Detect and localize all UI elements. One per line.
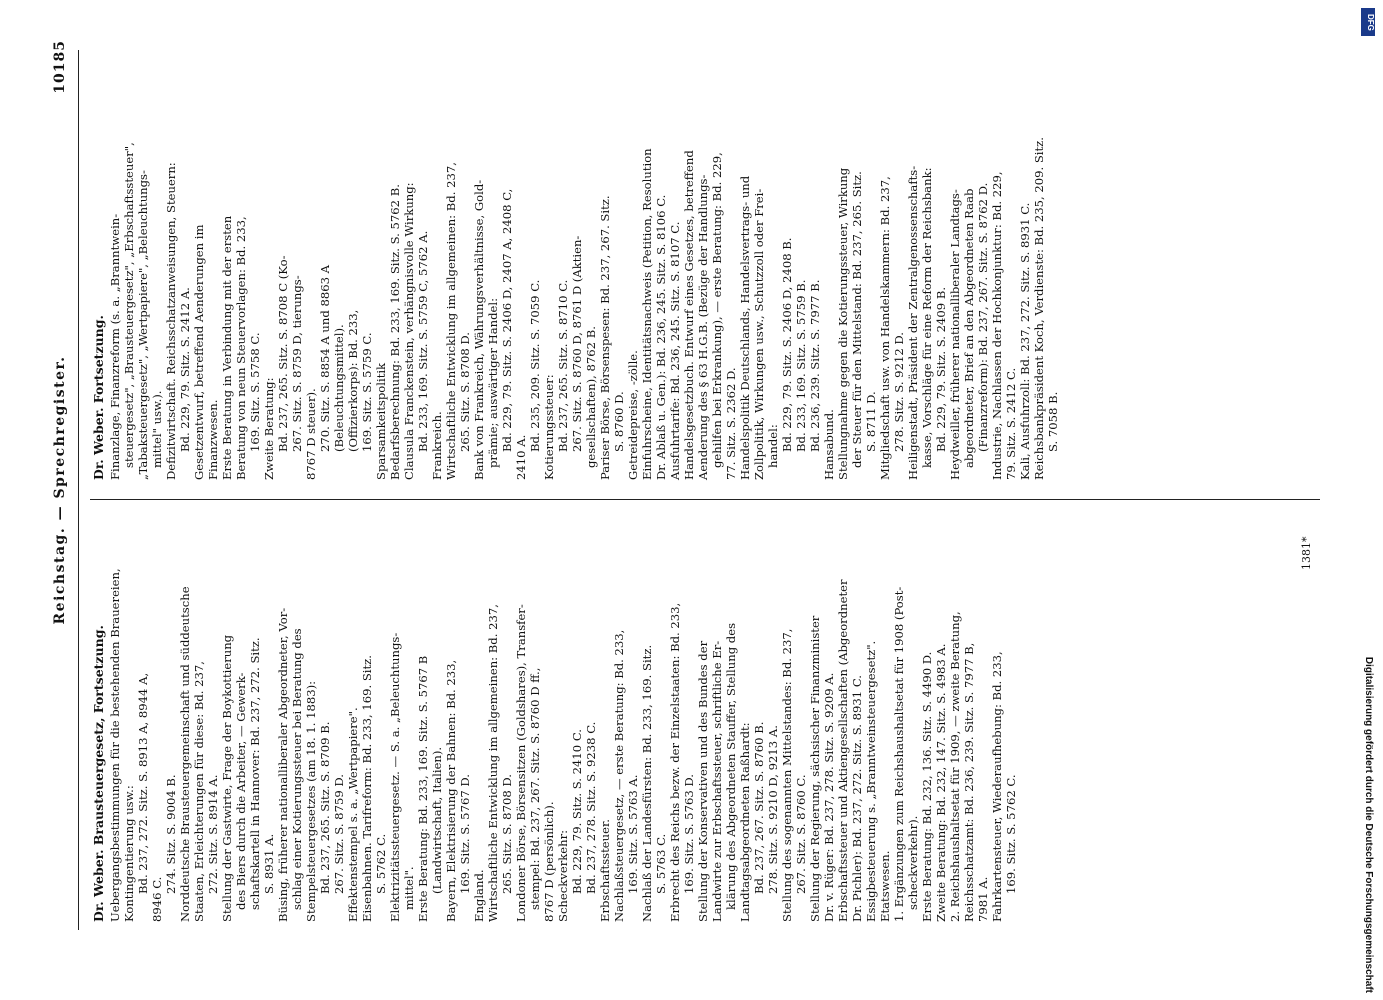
- register-line: gesellschaften), 8762 B.: [584, 326, 598, 468]
- register-line: Etatswesen.: [878, 850, 892, 922]
- register-line: Dr. Pichler): Bd. 237, 272. Sitz. S. 8931 C.: [850, 675, 864, 922]
- register-line: Bd. 233, 169. Sitz. S. 5759 C, 5762 A.: [416, 230, 430, 452]
- register-line: Heiligenstadt, Präsident der Zentralgenossenschafts-: [906, 165, 920, 480]
- column-divider: [90, 499, 1320, 500]
- register-line: 267. Sitz. S. 8760 D, 8761 D (Aktien-: [570, 235, 584, 452]
- register-line: (Landwirtschaft, Italien).: [430, 746, 444, 894]
- register-line: Landwirte zur Erbschaftssteuer, schriftliche Er-: [710, 640, 724, 922]
- register-line: Industrie, Nachlassen der Hochkonjunktur: Bd. 229,: [990, 171, 1004, 480]
- register-line: Mitgliedschaft usw. von Handelskammern: Bd. 237,: [878, 176, 892, 480]
- register-line: Erste Beratung in Verbindung mit der ersten: [220, 215, 234, 480]
- register-line: 77. Sitz. S. 2362 D.: [724, 367, 738, 480]
- register-line: Sparsamkeitspolitik: [374, 362, 388, 480]
- register-line: S. 7058 B.: [1046, 391, 1060, 452]
- register-line: Büsing, früherer nationalliberaler Abgeordneter, Vor-: [276, 607, 290, 922]
- register-line: Eisenbahnen. Tarifreform: Bd. 233, 169. Sitz.: [360, 655, 374, 922]
- register-line: 8946 C.: [150, 876, 164, 922]
- register-line: „Tabaksteuergesetz", „Wertpapiere", „Beleuchtungs-: [136, 170, 150, 480]
- register-line: Bd. 237, 265. Sitz. S. 8709 B.: [318, 721, 332, 894]
- register-line: Beratung von neun Steuervorlagen: Bd. 233,: [234, 216, 248, 480]
- register-line: Kali, Ausfuhrzoll: Bd. 237, 272. Sitz. S. 8931 C.: [1018, 202, 1032, 480]
- register-line: (Offizierkorps): Bd. 233,: [346, 309, 360, 452]
- register-line: Wirtschaftliche Entwicklung im allgemeinen: Bd. 237,: [444, 162, 458, 480]
- register-line: 7981 A.: [976, 876, 990, 922]
- register-line: Bd. 235, 209. Sitz. S. 7059 C.: [528, 279, 542, 452]
- register-line: der Steuer für den Mittelstand: Bd. 237, 265. Sitz.: [850, 171, 864, 468]
- register-line: stempel: Bd. 237, 267. Sitz. S. 8760 D ff.,: [528, 667, 542, 910]
- register-line: Heydweiller, früherer nationalliberaler Landtags-: [948, 189, 962, 480]
- register-line: 278. Sitz. S. 9212 D.: [892, 332, 906, 452]
- register-line: steuergesetz", „Brausteuergesetz", „Erbschaftssteuer",: [122, 142, 136, 468]
- register-line: Finanzlage, Finanzreform (s. a. „Branntwein-: [108, 213, 122, 480]
- register-line: 270. Sitz. S. 8854 A und 8863 A: [318, 264, 332, 452]
- register-line: Getreidepreise, -zölle.: [626, 350, 640, 480]
- register-line: S. 5762 C.: [374, 833, 388, 894]
- register-line: Erbrecht des Reichs bezw. der Einzelstaaten: Bd. 233,: [668, 602, 682, 922]
- register-line: Stellung der Konservativen und des Bundes der: [696, 640, 710, 922]
- register-line: Frankreich.: [430, 411, 444, 480]
- register-line: 2. Reichshaushaltsetat für 1909, — zweite Beratung,: [948, 611, 962, 922]
- register-line: Bd. 229, 79. Sitz. S. 2406 D, 2408 B.: [780, 237, 794, 452]
- register-line: Zweite Beratung: Bd. 232, 147. Sitz. S. 4983 A.: [934, 643, 948, 922]
- register-line: Gesetzentwurf, betreffend Aenderungen im: [192, 224, 206, 480]
- right-column-header: Dr. Weber. Fortsetzung.: [91, 315, 106, 480]
- register-line: 169. Sitz. S. 5758 C.: [248, 332, 262, 452]
- register-line: Bd. 229, 79. Sitz. S. 2412 A.: [178, 287, 192, 452]
- register-line: Dr. v. Rüger: Bd. 237, 278. Sitz. S. 9209 A.: [822, 672, 836, 922]
- register-line: Nachlaßsteuergesetz, — erste Beratung: Bd. 233,: [612, 629, 626, 922]
- register-line: gehilfen bei Erkrankung), — erste Beratung: Bd. 229,: [710, 152, 724, 468]
- register-line: Stellung der Regierung, sächsischer Finanzminister: [808, 615, 822, 922]
- register-line: S. 8931 A.: [262, 833, 276, 894]
- register-line: 8767 D steuer).: [304, 388, 318, 480]
- register-line: Stellungnahme gegen die Kotierungssteuer, Wirkung: [836, 167, 850, 480]
- register-line: Bd. 237, 278. Sitz. S. 9238 C.: [584, 721, 598, 894]
- register-line: Staaten, Erleichterungen für diese: Bd. 237,: [192, 661, 206, 922]
- register-line: (Finanzreform): Bd. 237, 267. Sitz. S. 8762 D.: [976, 182, 990, 452]
- register-line: Bd. 233, 169. Sitz. S. 5759 B.: [794, 279, 808, 452]
- register-line: 267. Sitz. S. 8759 D, tierungs-: [290, 275, 304, 452]
- register-line: Bd. 237, 272. Sitz. S. 8913 A, 8944 A,: [136, 672, 150, 894]
- register-line: schlag einer Kotierungssteuer bei Beratung des: [290, 628, 304, 910]
- footer-mark: 1381*: [1300, 536, 1313, 570]
- register-line: Einfuhrscheine, Identitätsnachweis (Petition, Resolution: [640, 148, 654, 480]
- register-line: Nachlaß der Landesfürsten: Bd. 233, 169. Sitz.: [640, 644, 654, 922]
- digitization-credit: [1357, 8, 1379, 993]
- register-line: Reichsbankpräsident Koch, Verdienste: Bd. 235, 209. Sitz.: [1032, 137, 1046, 480]
- register-line: S. 8760 D.: [612, 391, 626, 452]
- register-line: schaftskartell in Hannover: Bd. 237, 272. Sitz.: [248, 637, 262, 910]
- register-line: Bd. 237, 265. Sitz. S. 8710 C.: [556, 279, 570, 452]
- register-line: Pariser Börse, Börsenspesen: Bd. 237, 267. Sitz.: [598, 195, 612, 480]
- register-line: 272. Sitz. S. 8914 A.: [206, 774, 220, 894]
- register-line: prämie; auswärtiger Handel:: [486, 297, 500, 468]
- register-line: Stellung der Gastwirte, Frage der Boykottierung: [220, 634, 234, 922]
- page-number: 10185: [52, 40, 68, 94]
- register-line: 169. Sitz. S. 5759 C.: [360, 332, 374, 452]
- register-line: England.: [472, 869, 486, 922]
- register-line: Bayern, Elektrisierung der Bahnen: Bd. 233,: [444, 659, 458, 922]
- register-line: Fahrkartensteuer, Wiederaufhebung: Bd. 233,: [990, 651, 1004, 922]
- register-line: (Beleuchtungsmittel).: [332, 324, 346, 452]
- right-column-lines: [108, 70, 1060, 480]
- register-line: mittel" usw.).: [150, 390, 164, 468]
- register-line: Handelsgesetzbuch. Entwurf eines Gesetzes, betreffend: [682, 150, 696, 480]
- register-line: abgeordneter, Brief an den Abgeordneten Raab: [962, 188, 976, 468]
- register-line: Erbschaftssteuer und Aktiengesellschaften (Abgeordneter: [836, 579, 850, 922]
- register-line: 265. Sitz. S. 8708 D.: [458, 332, 472, 452]
- register-line: Essigbesteuerung s. „Branntweinsteuergesetz".: [864, 640, 878, 922]
- register-line: Uebergangsbestimmungen für die bestehenden Brauereien,: [108, 568, 122, 922]
- register-line: Londoner Börse, Börsensitzen (Goldshares), Transfer-: [514, 604, 528, 922]
- register-line: 267. Sitz. S. 8759 D.: [332, 774, 346, 894]
- register-line: Erste Beratung: Bd. 232, 136. Sitz. S. 4490 D.: [920, 651, 934, 922]
- register-line: Aenderung des § 63 H.G.B. (Bezüge der Handlungs-: [696, 174, 710, 480]
- register-line: Landtagsabgeordneten Raßhardt:: [738, 722, 752, 922]
- left-column-header: Dr. Weber. Brausteuergesetz, Fortsetzung.: [91, 625, 106, 922]
- register-line: Effektenstempel s. a. „Wertpapiere".: [346, 707, 360, 922]
- register-line: Kotierungssteuer:: [542, 374, 556, 480]
- register-line: 8767 D (persönlich).: [542, 801, 556, 922]
- header-rule: [78, 50, 79, 930]
- register-line: klärung des Abgeordneten Stauffer, Stellung des: [724, 622, 738, 910]
- register-line: Handelspolitik Deutschlands, Handelsvertrags- und: [738, 175, 752, 480]
- left-column-lines: [108, 512, 1018, 922]
- register-line: Bedarfsberechnung: Bd. 233, 169. Sitz. S. 5762 B.: [388, 184, 402, 480]
- register-line: Erbschaftssteuer.: [598, 819, 612, 922]
- register-line: Bd. 229, 79. Sitz. S. 2406 D, 2407 A, 2408 C,: [500, 188, 514, 452]
- register-line: des Biers durch die Arbeiter, — Gewerk-: [234, 672, 248, 910]
- register-line: Stempelsteuergesetzes (am 18. 1. 1883):: [304, 680, 318, 922]
- right-column: [92, 70, 1060, 480]
- register-line: Bd. 229, 79. Sitz. S. 2409 B.: [934, 286, 948, 452]
- register-line: Zollpolitik, Wirkungen usw., Schutzzoll oder Frei-: [752, 188, 766, 480]
- register-line: Clausula Franckenstein, verhängnisvolle Wirkung:: [402, 182, 416, 480]
- running-head: [52, 40, 80, 940]
- register-line: kasse, Vorschläge für eine Reform der Reichsbank:: [920, 167, 934, 468]
- register-line: Reichsschatzamt: Bd. 236, 239. Sitz. S. 7977 B,: [962, 642, 976, 922]
- digitization-credit-text: Digitalisierung gefördert durch die Deutsche Forschungsgemeinschaft: [1363, 656, 1374, 993]
- register-line: S. 8711 D.: [864, 391, 878, 452]
- register-line: scheckverkehr).: [906, 815, 920, 910]
- left-column: [92, 512, 1018, 922]
- register-line: 2410 A.: [514, 434, 528, 480]
- register-line: Dr. Ablaß u. Gen.): Bd. 236, 245. Sitz. S. 8106 C.: [654, 194, 668, 480]
- register-line: Bd. 229, 79. Sitz. S. 2410 C.: [570, 729, 584, 894]
- register-line: Wirtschaftliche Entwicklung im allgemeinen: Bd. 237,: [486, 604, 500, 922]
- register-line: Scheckverkehr:: [556, 829, 570, 922]
- register-line: Finanzwesen.: [206, 399, 220, 480]
- register-line: 278. Sitz. S. 9210 D, 9213 A.: [766, 725, 780, 894]
- dfg-logo: DFG: [1361, 8, 1375, 36]
- register-line: Erste Beratung: Bd. 233, 169. Sitz. S. 5767 B: [416, 655, 430, 922]
- running-head-title: Reichstag. — Sprechregister.: [52, 355, 68, 625]
- register-line: Norddeutsche Brausteuergemeinschaft und süddeutsche: [178, 586, 192, 922]
- register-line: Ausfuhrtarife: Bd. 236, 245. Sitz. S. 8107 C.: [668, 221, 682, 480]
- register-line: 169. Sitz. S. 5763 D.: [682, 774, 696, 894]
- register-line: Elektrizitätssteuergesetz. — S. a. „Beleuchtungs-: [388, 632, 402, 922]
- register-line: Bank von Frankreich, Währungsverhältnisse, Gold-: [472, 179, 486, 480]
- register-line: 79. Sitz. S. 2412 C.: [1004, 367, 1018, 480]
- register-line: Hansabund.: [822, 409, 836, 480]
- register-line: handel:: [766, 424, 780, 468]
- register-line: S. 5763 C.: [654, 833, 668, 894]
- register-line: Kontingentierung usw.:: [122, 785, 136, 922]
- register-line: Bd. 237, 267. Sitz. S. 8760 B.: [752, 721, 766, 894]
- register-line: 1. Ergänzungen zum Reichshaushaltsetat für 1908 (Post-: [892, 586, 906, 922]
- register-line: mittel".: [402, 866, 416, 910]
- register-line: Bd. 236, 239. Sitz. S. 7977 B.: [808, 279, 822, 452]
- register-line: 267. Sitz. S. 8760 C.: [794, 774, 808, 894]
- register-line: 169. Sitz. S. 5762 C.: [1004, 774, 1018, 894]
- register-line: 169. Sitz. S. 5763 A.: [626, 774, 640, 894]
- register-line: 274. Sitz. S. 9004 B.: [164, 774, 178, 894]
- register-line: Defizitwirtschaft. Reichsschatzanweisungen, Steuern:: [164, 162, 178, 480]
- register-line: Bd. 237, 265. Sitz. S. 8708 C (Ko-: [276, 255, 290, 452]
- register-line: 169. Sitz. S. 5767 D.: [458, 774, 472, 894]
- register-line: Zweite Beratung:: [262, 377, 276, 480]
- register-line: Stellung des sogenannten Mittelstandes: Bd. 237,: [780, 628, 794, 922]
- register-line: 265. Sitz. S. 8708 D.: [500, 774, 514, 894]
